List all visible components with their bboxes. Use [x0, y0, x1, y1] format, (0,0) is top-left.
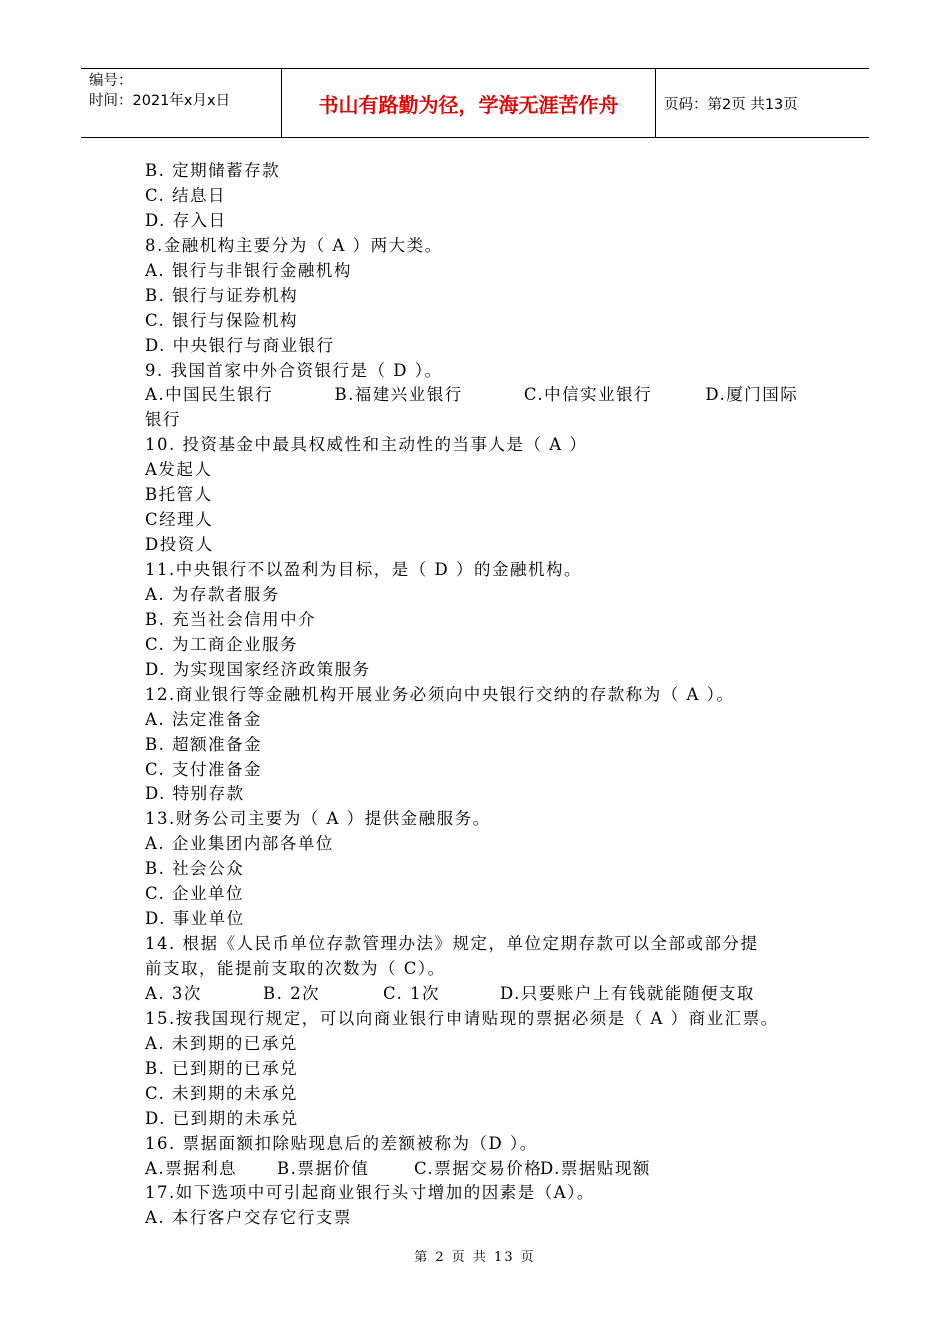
text-line: 12.商业银行等金融机构开展业务必须向中央银行交纳的存款称为（ A ）。 — [145, 684, 735, 704]
text-line: C. 未到期的未承兑 — [145, 1083, 299, 1103]
option-text: A.票据利息 — [145, 1158, 238, 1178]
option-text: B.福建兴业银行 — [334, 385, 463, 405]
text-line: C. 银行与保险机构 — [145, 310, 299, 330]
text-line: B. 超额准备金 — [145, 734, 263, 754]
header-meta — [81, 69, 282, 137]
page-header — [81, 68, 869, 138]
option-text: D.票据贴现额 — [540, 1158, 651, 1178]
text-line: C. 结息日 — [145, 185, 227, 205]
text-line: D. 为实现国家经济政策服务 — [145, 659, 371, 679]
text-line: D. 特别存款 — [145, 784, 245, 804]
text-line: A. 未到期的已承兑 — [145, 1033, 298, 1053]
text-line: 8.金融机构主要分为（ A ）两大类。 — [145, 235, 443, 255]
text-line: B. 已到期的已承兑 — [145, 1058, 299, 1078]
text-line: A. 法定准备金 — [145, 709, 262, 729]
text-line: 16. 票据面额扣除贴现息后的差额被称为（D ）。 — [145, 1133, 538, 1153]
options-row — [145, 1157, 825, 1182]
text-line: A. 银行与非银行金融机构 — [145, 260, 352, 280]
number-label: 编号： — [89, 73, 133, 89]
text-line: D投资人 — [145, 535, 214, 555]
options-row — [145, 383, 825, 408]
text-line: 14. 根据《人民币单位存款管理办法》规定，单位定期存款可以全部或部分提 — [145, 934, 759, 954]
option-text: C.票据交易价格 — [414, 1158, 543, 1178]
text-line: 17.如下选项中可引起商业银行头寸增加的因素是（A）。 — [145, 1183, 595, 1203]
text-line: 15.按我国现行规定，可以向商业银行申请贴现的票据必须是（ A ）商业汇票。 — [145, 1008, 779, 1028]
option-text: B. 2次 — [263, 983, 321, 1003]
header-motto: 书山有路勤为径，学海无涯苦作舟 — [282, 69, 656, 137]
text-line: B. 社会公众 — [145, 859, 245, 879]
document-body — [145, 159, 825, 1231]
text-line: B. 定期储蓄存款 — [145, 161, 281, 180]
text-line: 10. 投资基金中最具权威性和主动性的当事人是（ A ） — [145, 435, 588, 455]
text-line: C. 为工商企业服务 — [145, 634, 299, 654]
option-text: B.票据价值 — [277, 1158, 370, 1178]
text-line: C经理人 — [145, 510, 214, 530]
text-line: A. 为存款者服务 — [145, 584, 280, 604]
text-line: C. 企业单位 — [145, 884, 245, 904]
text-line: 前支取，能提前支取的次数为（ C）。 — [145, 959, 446, 978]
text-line: 13.财务公司主要为（ A ）提供金融服务。 — [145, 809, 491, 829]
text-line: 11.中央银行不以盈利为目标，是（ D ）的金融机构。 — [145, 560, 582, 579]
text-line: D. 中央银行与商业银行 — [145, 335, 335, 355]
option-text: A.中国民生银行 — [145, 385, 274, 405]
text-line: D. 存入日 — [145, 210, 227, 230]
text-line: 9. 我国首家中外合资银行是（ D ）。 — [145, 360, 443, 380]
option-text: C. 1次 — [383, 983, 441, 1003]
option-text: C.中信实业银行 — [523, 385, 653, 405]
options-row — [145, 982, 825, 1007]
option-text: A. 3次 — [145, 983, 202, 1003]
text-line: D. 事业单位 — [145, 909, 245, 929]
text-line: D. 已到期的未承兑 — [145, 1108, 299, 1128]
header-page-number: 页码：第2页 共13页 — [664, 96, 798, 113]
text-line: B托管人 — [145, 485, 213, 505]
option-text: D.只要账户上有钱就能随便支取 — [500, 983, 755, 1003]
text-line: C. 支付准备金 — [145, 759, 263, 779]
page-footer: 第 2 页 共 13 页 — [414, 1250, 536, 1265]
text-line: B. 充当社会信用中介 — [145, 609, 317, 629]
option-text: D.厦门国际 — [705, 385, 799, 405]
text-line: A. 企业集团内部各单位 — [145, 834, 334, 854]
text-line: B. 银行与证券机构 — [145, 285, 299, 305]
text-line: A. 本行客户交存它行支票 — [145, 1208, 352, 1228]
text-line: 银行 — [145, 410, 181, 430]
text-line: A发起人 — [145, 460, 213, 480]
date-label: 时间：2021年x月x日 — [89, 93, 231, 109]
